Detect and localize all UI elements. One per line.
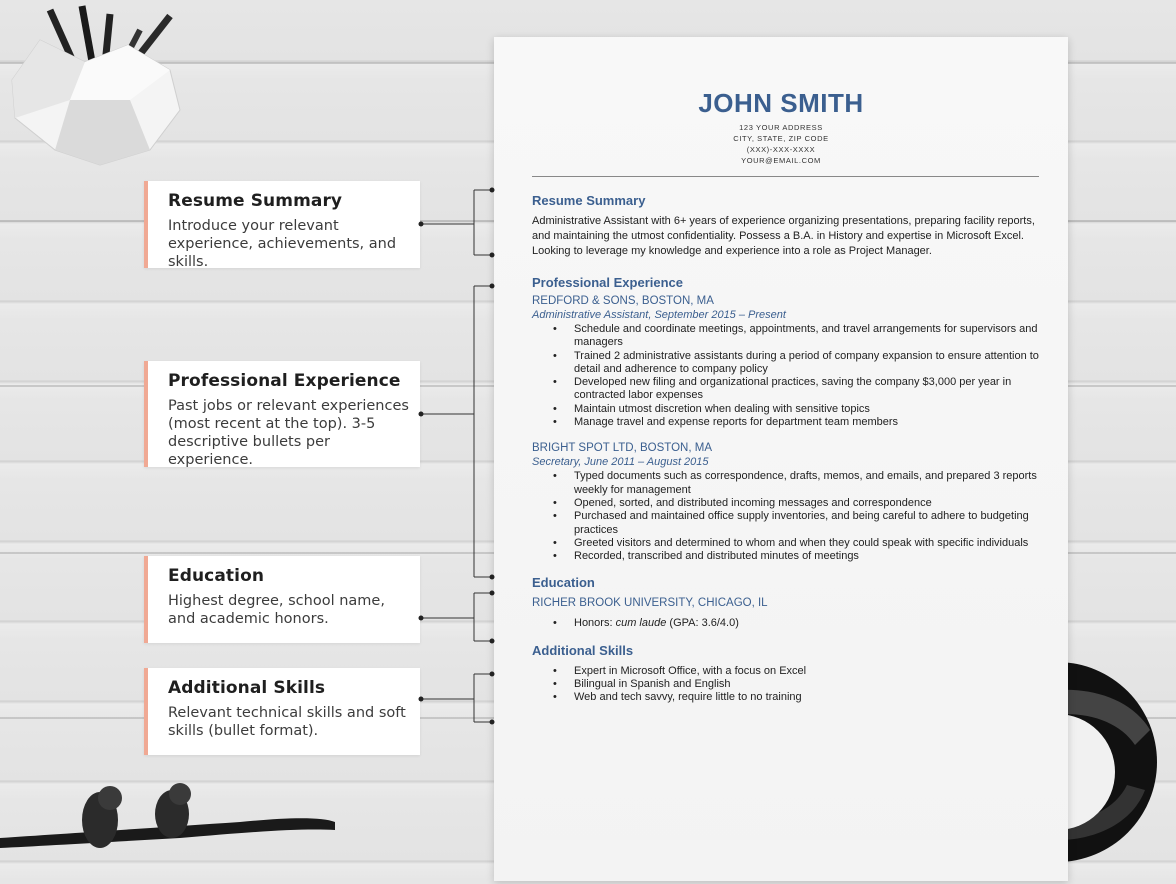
job-role: Secretary, June 2011 – August 2015: [532, 456, 709, 469]
contact-block: [494, 122, 1068, 166]
experience-heading: Professional Experience: [532, 275, 684, 290]
resume-body: [532, 194, 1044, 705]
list-item: • Web and tech savvy, require little to no training: [574, 691, 1044, 704]
honors-suffix: (GPA: 3.6/4.0): [666, 617, 739, 630]
honors-latin: cum laude: [615, 617, 667, 630]
contact-address: 123 YOUR ADDRESS: [739, 123, 823, 132]
job-entry: [532, 441, 1044, 563]
honors-prefix: Honors:: [574, 617, 616, 630]
annotation-title: Education: [168, 566, 265, 586]
education-heading: Education: [532, 575, 595, 591]
job-bullets: [532, 470, 1044, 563]
resume-name: JOHN SMITH: [698, 88, 864, 118]
annotation-card-experience: [144, 361, 420, 467]
list-item: [574, 617, 1044, 630]
list-item: • Purchased and maintained office supply inventories, and being careful to adhere to budgeting practices: [574, 510, 1044, 537]
resume-header: [494, 37, 1068, 166]
annotation-text: Past jobs or relevant experiences (most recent at the top). 3-5 descriptive bullets per experience.: [168, 398, 409, 468]
skills-bullets: [532, 665, 1044, 705]
skills-heading: Additional Skills: [532, 642, 634, 658]
job-bullets: [532, 323, 1044, 429]
list-item: • Opened, sorted, and distributed incoming messages and correspondence: [574, 497, 1044, 510]
summary-heading: Resume Summary: [532, 193, 646, 208]
annotation-card-education: [144, 556, 420, 643]
list-item: • Schedule and coordinate meetings, appointments, and travel arrangements for supervisors and managers: [574, 323, 1044, 350]
job-entry: [532, 294, 1044, 429]
list-item: • Typed documents such as correspondence, drafts, memos, and emails, and prepared 3 reports weekly for management: [574, 470, 1044, 497]
annotation-title: Additional Skills: [168, 678, 326, 698]
summary-text: Administrative Assistant with 6+ years of experience organizing presentations, preparing facility reports, and maintaining the utmost confidentiality. Possess a B.A. in History and expertise in Microsoft Excel. Looking to leverage my knowledge and experience into a role as Project Manager.: [532, 215, 1035, 257]
annotation-text: Highest degree, school name, and academic honors.: [168, 593, 385, 627]
list-item: • Recorded, transcribed and distributed minutes of meetings: [574, 550, 1044, 563]
contact-email: YOUR@EMAIL.COM: [741, 156, 821, 165]
list-item: • Developed new filing and organizational practices, saving the company $3,000 per year in contracted labor expenses: [574, 376, 1044, 403]
education-school: RICHER BROOK UNIVERSITY, CHICAGO, IL: [532, 597, 768, 610]
list-item: • Expert in Microsoft Office, with a focus on Excel: [574, 665, 1044, 678]
education-bullets: [532, 617, 1044, 630]
annotation-title: Professional Experience: [168, 371, 401, 391]
list-item: • Trained 2 administrative assistants during a period of company expansion to ensure attention to detail and adherence to company policy: [574, 350, 1044, 377]
job-employer: BRIGHT SPOT LTD, BOSTON, MA: [532, 442, 712, 455]
header-divider: [532, 176, 1039, 177]
list-item: • Maintain utmost discretion when dealing with sensitive topics: [574, 403, 1044, 416]
job-role: Administrative Assistant, September 2015 – Present: [532, 309, 786, 321]
list-item: • Bilingual in Spanish and English: [574, 678, 1044, 691]
annotation-card-summary: [144, 181, 420, 268]
annotation-text: Relevant technical skills and soft skills (bullet format).: [168, 705, 406, 739]
annotation-title: Resume Summary: [168, 191, 343, 211]
contact-city: CITY, STATE, ZIP CODE: [733, 134, 829, 143]
birds-on-branch-image: [0, 780, 340, 880]
resume-document: [494, 37, 1068, 881]
list-item: • Greeted visitors and determined to whom and when they could speak with specific individuals: [574, 537, 1044, 550]
annotation-card-skills: [144, 668, 420, 755]
annotation-text: Introduce your relevant experience, achievements, and skills.: [168, 218, 397, 270]
contact-phone: (XXX)-XXX-XXXX: [746, 145, 816, 154]
pencil-pot-image: [10, 0, 182, 168]
job-employer: REDFORD & SONS, BOSTON, MA: [532, 295, 714, 307]
list-item: • Manage travel and expense reports for department team members: [574, 416, 1044, 429]
